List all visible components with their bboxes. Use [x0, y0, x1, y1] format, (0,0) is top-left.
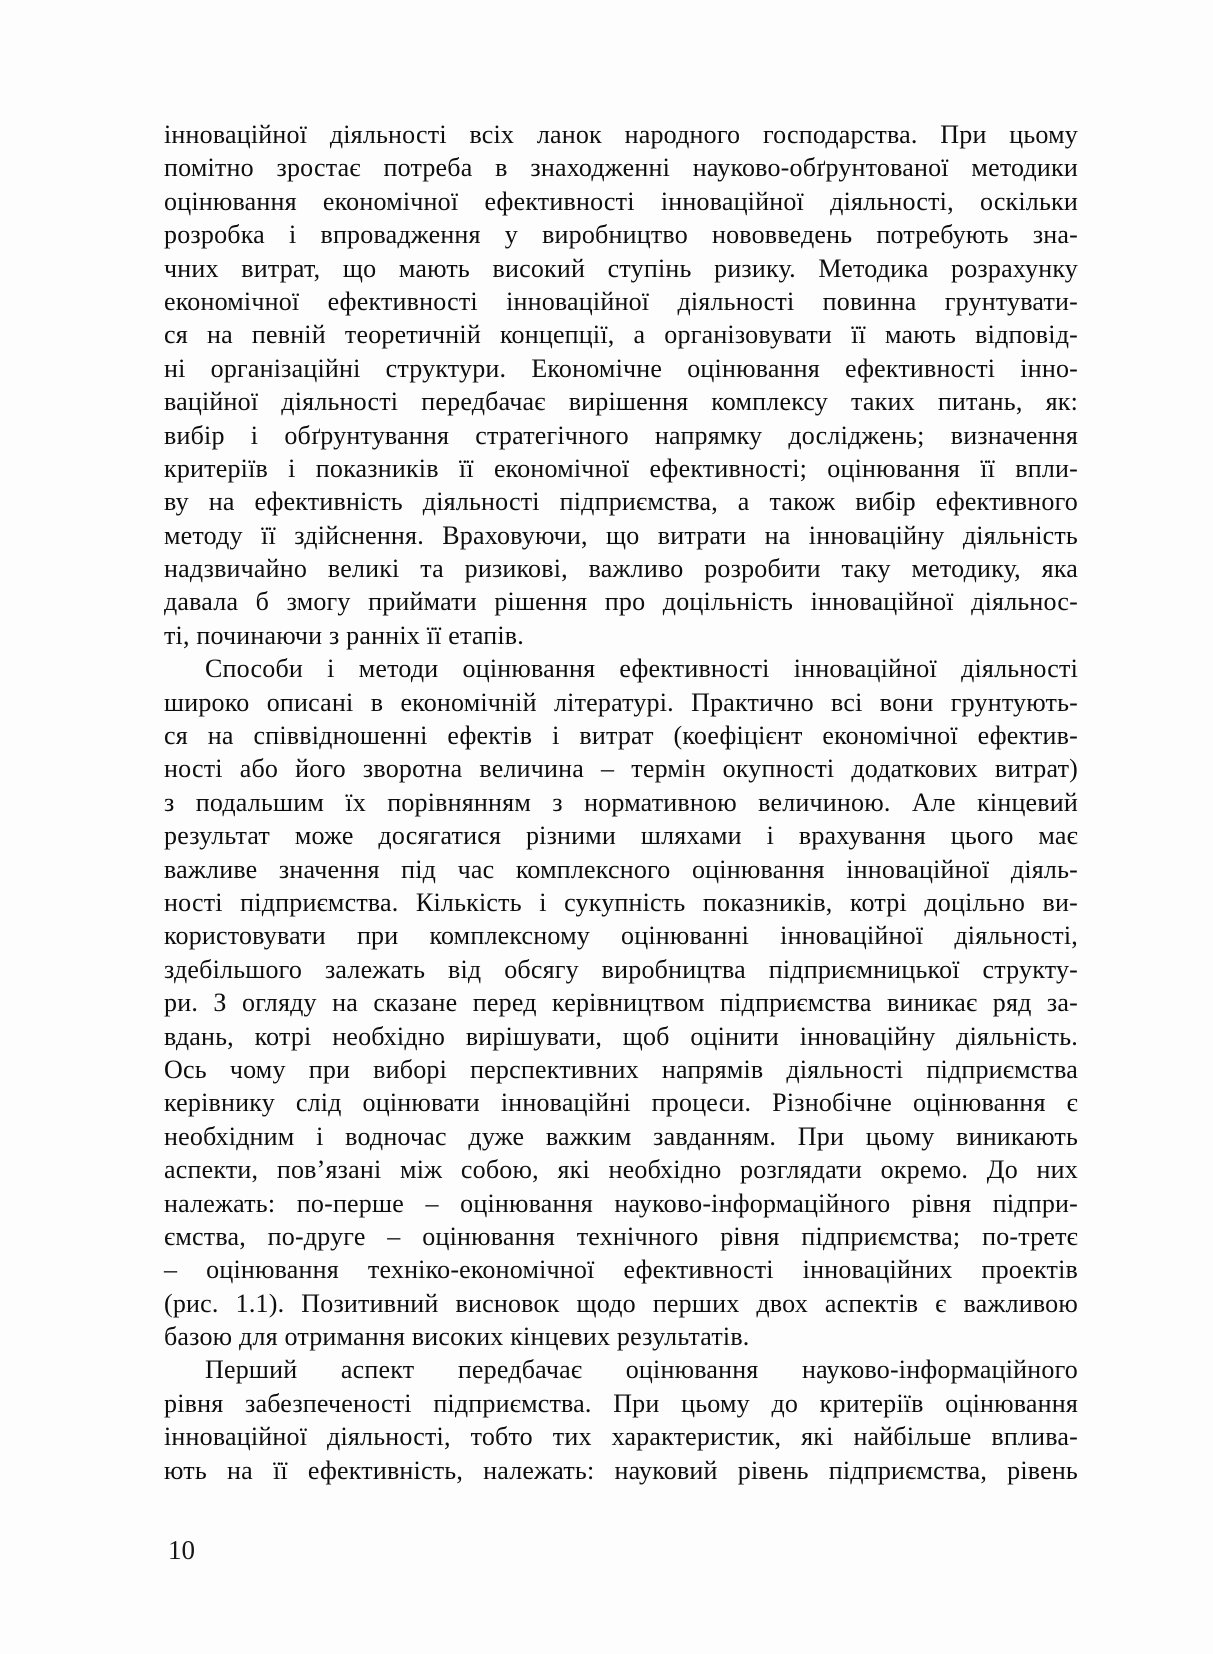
text-line: ємства, по-друге – оцінювання технічного рівня підприємства; по-третє	[164, 1221, 1078, 1251]
text-line: помітно зростає потреба в знаходженні науково-обґрунтованої методики	[164, 153, 1078, 183]
text-line: ву на ефективність діяльності підприємства, а також вибір ефективного	[164, 487, 1078, 517]
text-line: керівнику слід оцінювати інноваційні процеси. Різнобічне оцінювання є	[164, 1088, 1078, 1118]
text-line: належать: по-перше – оцінювання науково-інформаційного рівня підпри-	[164, 1188, 1078, 1218]
text-line: аспекти, пов’язані між собою, які необхідно розглядати окремо. До них	[164, 1155, 1078, 1185]
text-line: результат може досягатися різними шляхами і врахування цього має	[164, 821, 1078, 851]
text-line: вдань, котрі необхідно вирішувати, щоб оцінити інноваційну діяльність.	[164, 1021, 1078, 1051]
text-line: важливе значення під час комплексного оцінювання інноваційної діяль-	[164, 854, 1078, 884]
text-line: з подальшим їх порівнянням з нормативною величиною. Але кінцевий	[164, 787, 1078, 817]
text-line: рівня забезпеченості підприємства. При цьому до критеріїв оцінювання	[164, 1388, 1078, 1418]
text-line: – оцінювання техніко-економічної ефективності інноваційних проектів	[164, 1255, 1078, 1285]
text-line: інноваційної діяльності, тобто тих характеристик, які найбільше вплива-	[164, 1422, 1078, 1452]
text-line: критеріїв і показників її економічної ефективності; оцінювання її впли-	[164, 453, 1078, 483]
text-line: ся на певній теоретичній концепції, а організовувати її мають відповід-	[164, 320, 1078, 350]
text-line: ності підприємства. Кількість і сукупність показників, котрі доцільно ви-	[164, 887, 1078, 917]
text-line: базою для отримання високих кінцевих результатів.	[164, 1322, 750, 1352]
text-line: широко описані в економічній літературі. Практично всі вони грунтують-	[164, 687, 1078, 717]
text-line: ті, починаючи з ранніх її етапів.	[164, 620, 524, 650]
page-number: 10	[168, 1535, 195, 1565]
text-line: чних витрат, що мають високий ступінь ризику. Методика розрахунку	[164, 253, 1078, 283]
text-line: оцінювання економічної ефективності інноваційної діяльності, оскільки	[164, 186, 1078, 216]
text-line: здебільшого залежать від обсягу виробництва підприємницької структу-	[164, 954, 1078, 984]
text-line: давала б змогу приймати рішення про доцільність інноваційної діяльнос-	[164, 587, 1078, 617]
text-line: розробка і впровадження у виробництво нововведень потребують зна-	[164, 220, 1078, 250]
text-line: (рис. 1.1). Позитивний висновок щодо перших двох аспектів є важливою	[164, 1288, 1078, 1318]
text-line: економічної ефективності інноваційної діяльності повинна грунтувати-	[164, 286, 1078, 316]
text-line: Ось чому при виборі перспективних напрямів діяльності підприємства	[164, 1054, 1078, 1084]
text-line: надзвичайно великі та ризикові, важливо розробити таку методику, яка	[164, 554, 1078, 584]
text-line: необхідним і водночас дуже важким завданням. При цьому виникають	[164, 1121, 1078, 1151]
text-line: ності або його зворотна величина – термін окупності додаткових витрат)	[164, 754, 1078, 784]
text-line: ся на співвідношенні ефектів і витрат (коефіцієнт економічної ефектив-	[164, 721, 1078, 751]
text-line: ри. З огляду на сказане перед керівництвом підприємства виникає ряд за-	[164, 988, 1078, 1018]
text-line: користовувати при комплексному оцінюванні інноваційної діяльності,	[164, 921, 1078, 951]
text-line: ні організаційні структури. Економічне оцінювання ефективності інно-	[164, 353, 1078, 383]
page-text-block	[164, 118, 1078, 1487]
text-line: інноваційної діяльності всіх ланок народного господарства. При цьому	[164, 120, 1078, 149]
text-line: вибір і обґрунтування стратегічного напрямку досліджень; визначення	[164, 420, 1078, 450]
text-line: ваційної діяльності передбачає вирішення комплексу таких питань, як:	[164, 387, 1078, 417]
text-line: методу її здійснення. Враховуючи, що витрати на інноваційну діяльність	[164, 520, 1078, 550]
text-line: ють на її ефективність, належать: науковий рівень підприємства, рівень	[164, 1455, 1078, 1485]
text-line: Способи і методи оцінювання ефективності інноваційної діяльності	[205, 654, 1078, 684]
text-line: Перший аспект передбачає оцінювання науково-інформаційного	[205, 1355, 1078, 1385]
